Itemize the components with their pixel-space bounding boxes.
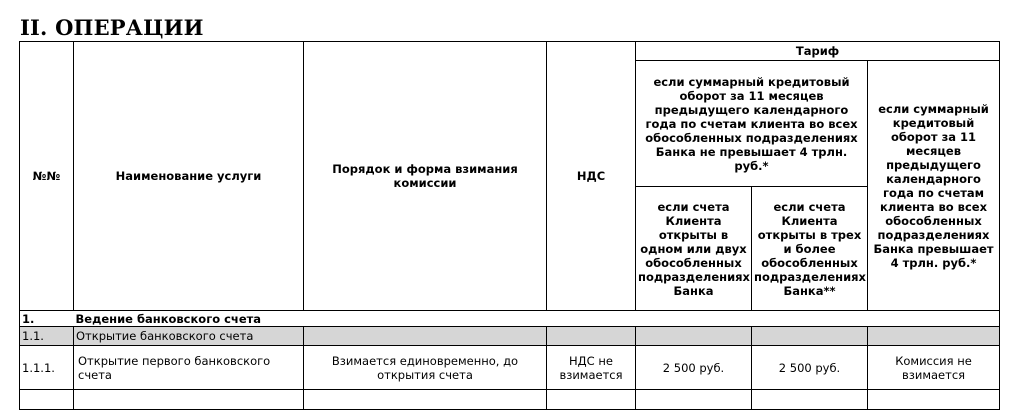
row-tariff-exceed: Комиссия не взимается xyxy=(868,346,1000,390)
header-tariff: Тариф xyxy=(636,42,1000,61)
subsection-empty xyxy=(636,327,752,346)
row-tariff-three-more: 2 500 руб. xyxy=(752,346,868,390)
tariff-table xyxy=(19,41,1000,410)
empty-cell xyxy=(20,390,74,410)
empty-cell xyxy=(304,390,547,410)
subsection-empty xyxy=(752,327,868,346)
subsection-name: Открытие банковского счета xyxy=(74,327,304,346)
row-vat: НДС не взимается xyxy=(547,346,636,390)
header-tariff-exceed: если суммарный кредитовый оборот за 11 месяцев предыдущего календарного года по счетам клиента во всех обособленных подразделениях Банка превышает 4 трлн. руб.* xyxy=(868,61,1000,311)
section-row xyxy=(20,311,1000,327)
header-num: №№ xyxy=(20,42,74,311)
subsection-empty xyxy=(868,327,1000,346)
header-vat: НДС xyxy=(547,42,636,311)
header-service-name: Наименование услуги xyxy=(74,42,304,311)
empty-cell xyxy=(752,390,868,410)
page-title: II. ОПЕРАЦИИ xyxy=(20,15,204,40)
empty-cell xyxy=(868,390,1000,410)
empty-cell xyxy=(74,390,304,410)
row-tariff-one-two: 2 500 руб. xyxy=(636,346,752,390)
subsection-num: 1.1. xyxy=(20,327,74,346)
table-row xyxy=(20,346,1000,390)
empty-cell xyxy=(547,390,636,410)
row-num: 1.1.1. xyxy=(20,346,74,390)
header-one-or-two: если счета Клиента открыты в одном или двух обособленных подразделениях Банка xyxy=(636,187,752,311)
row-procedure: Взимается единовременно, до открытия счета xyxy=(304,346,547,390)
row-service-name: Открытие первого банковского счета xyxy=(74,346,304,390)
subsection-row xyxy=(20,327,1000,346)
header-row-1 xyxy=(20,42,1000,61)
empty-cell xyxy=(636,390,752,410)
header-tariff-not-exceed: если суммарный кредитовый оборот за 11 месяцев предыдущего календарного года по счетам клиента во всех обособленных подразделениях Банка не превышает 4 трлн. руб.* xyxy=(636,61,868,187)
section-num: 1. xyxy=(20,311,74,327)
table-row-next xyxy=(20,390,1000,410)
subsection-empty xyxy=(547,327,636,346)
subsection-empty xyxy=(304,327,547,346)
header-three-or-more: если счета Клиента открыты в трех и более обособленных подразделениях Банка** xyxy=(752,187,868,311)
section-name: Ведение банковского счета xyxy=(74,311,1000,327)
header-procedure: Порядок и форма взимания комиссии xyxy=(304,42,547,311)
